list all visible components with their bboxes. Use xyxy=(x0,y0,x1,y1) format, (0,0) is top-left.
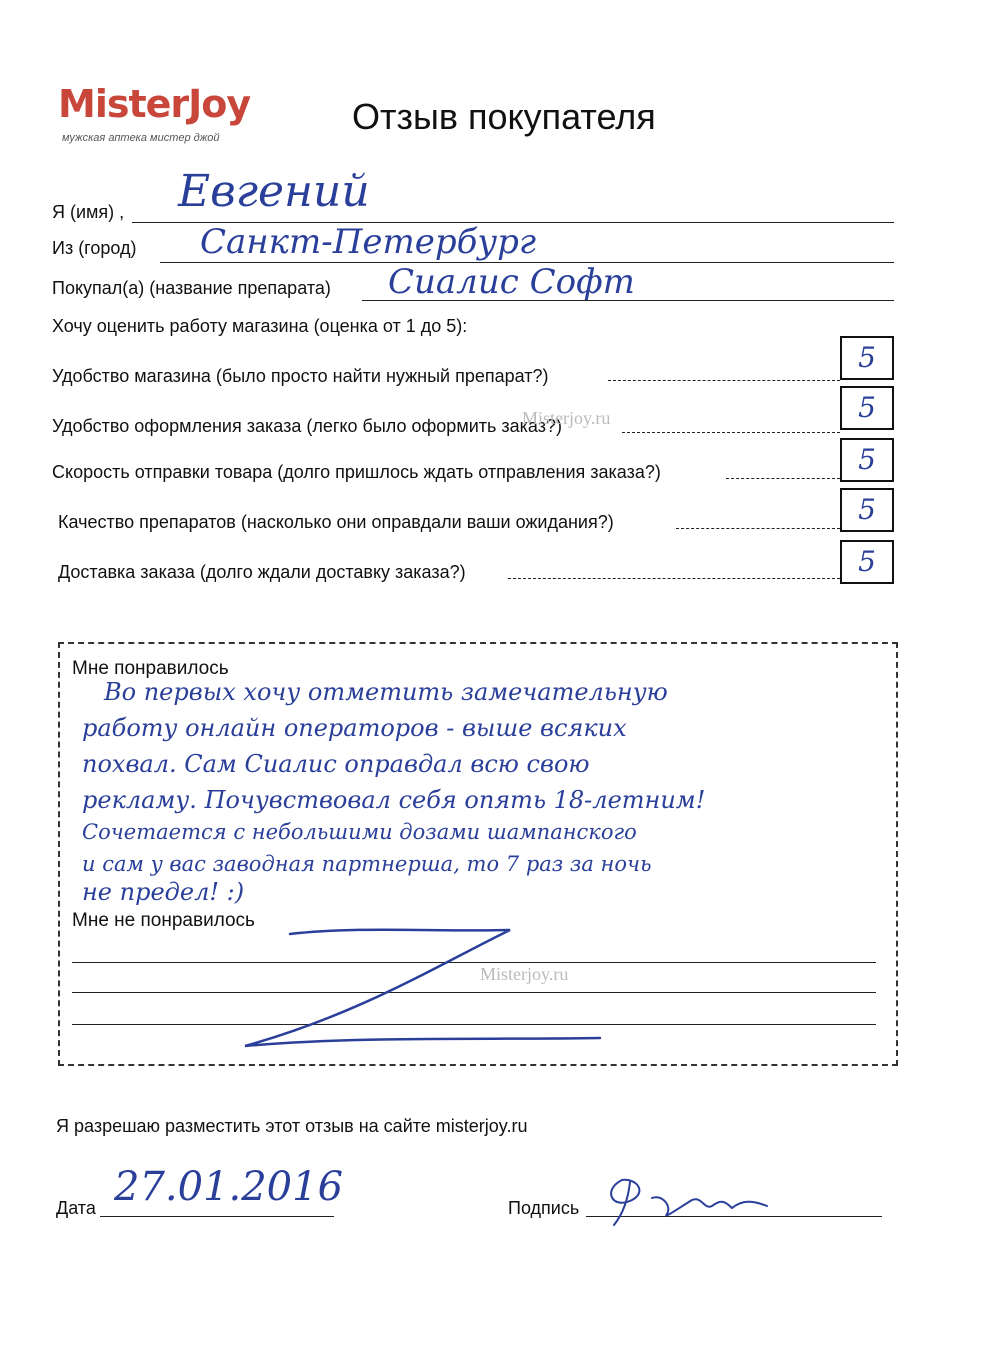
city-value[interactable]: Санкт-Петербург xyxy=(200,222,537,262)
watermark: Misterjoy.ru xyxy=(480,964,569,984)
date-underline xyxy=(100,1216,334,1217)
liked-line[interactable]: не предел! :) xyxy=(82,878,245,906)
date-label: Дата xyxy=(56,1198,96,1218)
liked-line[interactable]: и сам у вас заводная партнерша, то 7 раз за ночь xyxy=(82,852,652,876)
liked-label: Мне понравилось xyxy=(72,658,229,679)
name-label: Я (имя) , xyxy=(52,202,125,222)
product-value[interactable]: Сиалис Софт xyxy=(388,262,635,302)
rating-box-convenience[interactable]: 5 xyxy=(840,336,894,380)
liked-line[interactable]: похвал. Сам Сиалис оправдал всю свою xyxy=(82,750,590,778)
comment-frame xyxy=(58,642,898,1066)
watermark: Misterjoy.ru xyxy=(522,408,611,428)
rating-leader xyxy=(608,380,840,381)
rating-leader xyxy=(622,432,840,433)
product-label: Покупал(а) (название препарата) xyxy=(52,278,331,298)
signature-label: Подпись xyxy=(508,1198,580,1218)
rating-leader xyxy=(508,578,840,579)
liked-line[interactable]: Во первых хочу отметить замечательную xyxy=(104,678,668,706)
rating-label-quality: Качество препаратов (насколько они оправдали ваши ожидания?) xyxy=(58,512,614,532)
rating-label-delivery: Доставка заказа (долго ждали доставку заказа?) xyxy=(58,562,466,582)
logo-subtitle: мужская аптека мистер джой xyxy=(62,132,220,144)
rating-box-delivery[interactable]: 5 xyxy=(840,540,894,584)
signature-mark xyxy=(592,1170,812,1230)
rating-box-ordering[interactable]: 5 xyxy=(840,386,894,430)
rating-leader xyxy=(676,528,840,529)
liked-line[interactable]: рекламу. Почувствовал себя опять 18-летним! xyxy=(82,786,706,814)
name-value[interactable]: Евгений xyxy=(178,166,370,217)
misterjoy-logo: MisterJoy xyxy=(58,82,251,126)
rating-label-ordering: Удобство оформления заказа (легко было оформить заказ?) xyxy=(52,416,562,436)
consent-text: Я разрешаю разместить этот отзыв на сайте misterjoy.ru xyxy=(56,1116,528,1136)
rating-label-shipping-speed: Скорость отправки товара (долго пришлось ждать отправления заказа?) xyxy=(52,462,661,482)
date-value[interactable]: 27.01.2016 xyxy=(114,1164,344,1210)
page-title: Отзыв покупателя xyxy=(352,96,656,137)
rating-intro: Хочу оценить работу магазина (оценка от 1 до 5): xyxy=(52,316,468,336)
rating-box-shipping-speed[interactable]: 5 xyxy=(840,438,894,482)
rating-box-quality[interactable]: 5 xyxy=(840,488,894,532)
disliked-label: Мне не понравилось xyxy=(72,910,255,931)
rating-leader xyxy=(726,478,840,479)
liked-line[interactable]: работу онлайн операторов - выше всяких xyxy=(82,714,627,742)
city-label: Из (город) xyxy=(52,238,137,258)
liked-line[interactable]: Сочетается с небольшими дозами шампанского xyxy=(82,820,637,844)
rating-label-convenience: Удобство магазина (было просто найти нужный препарат?) xyxy=(52,366,549,386)
z-strike-mark xyxy=(60,644,896,1064)
